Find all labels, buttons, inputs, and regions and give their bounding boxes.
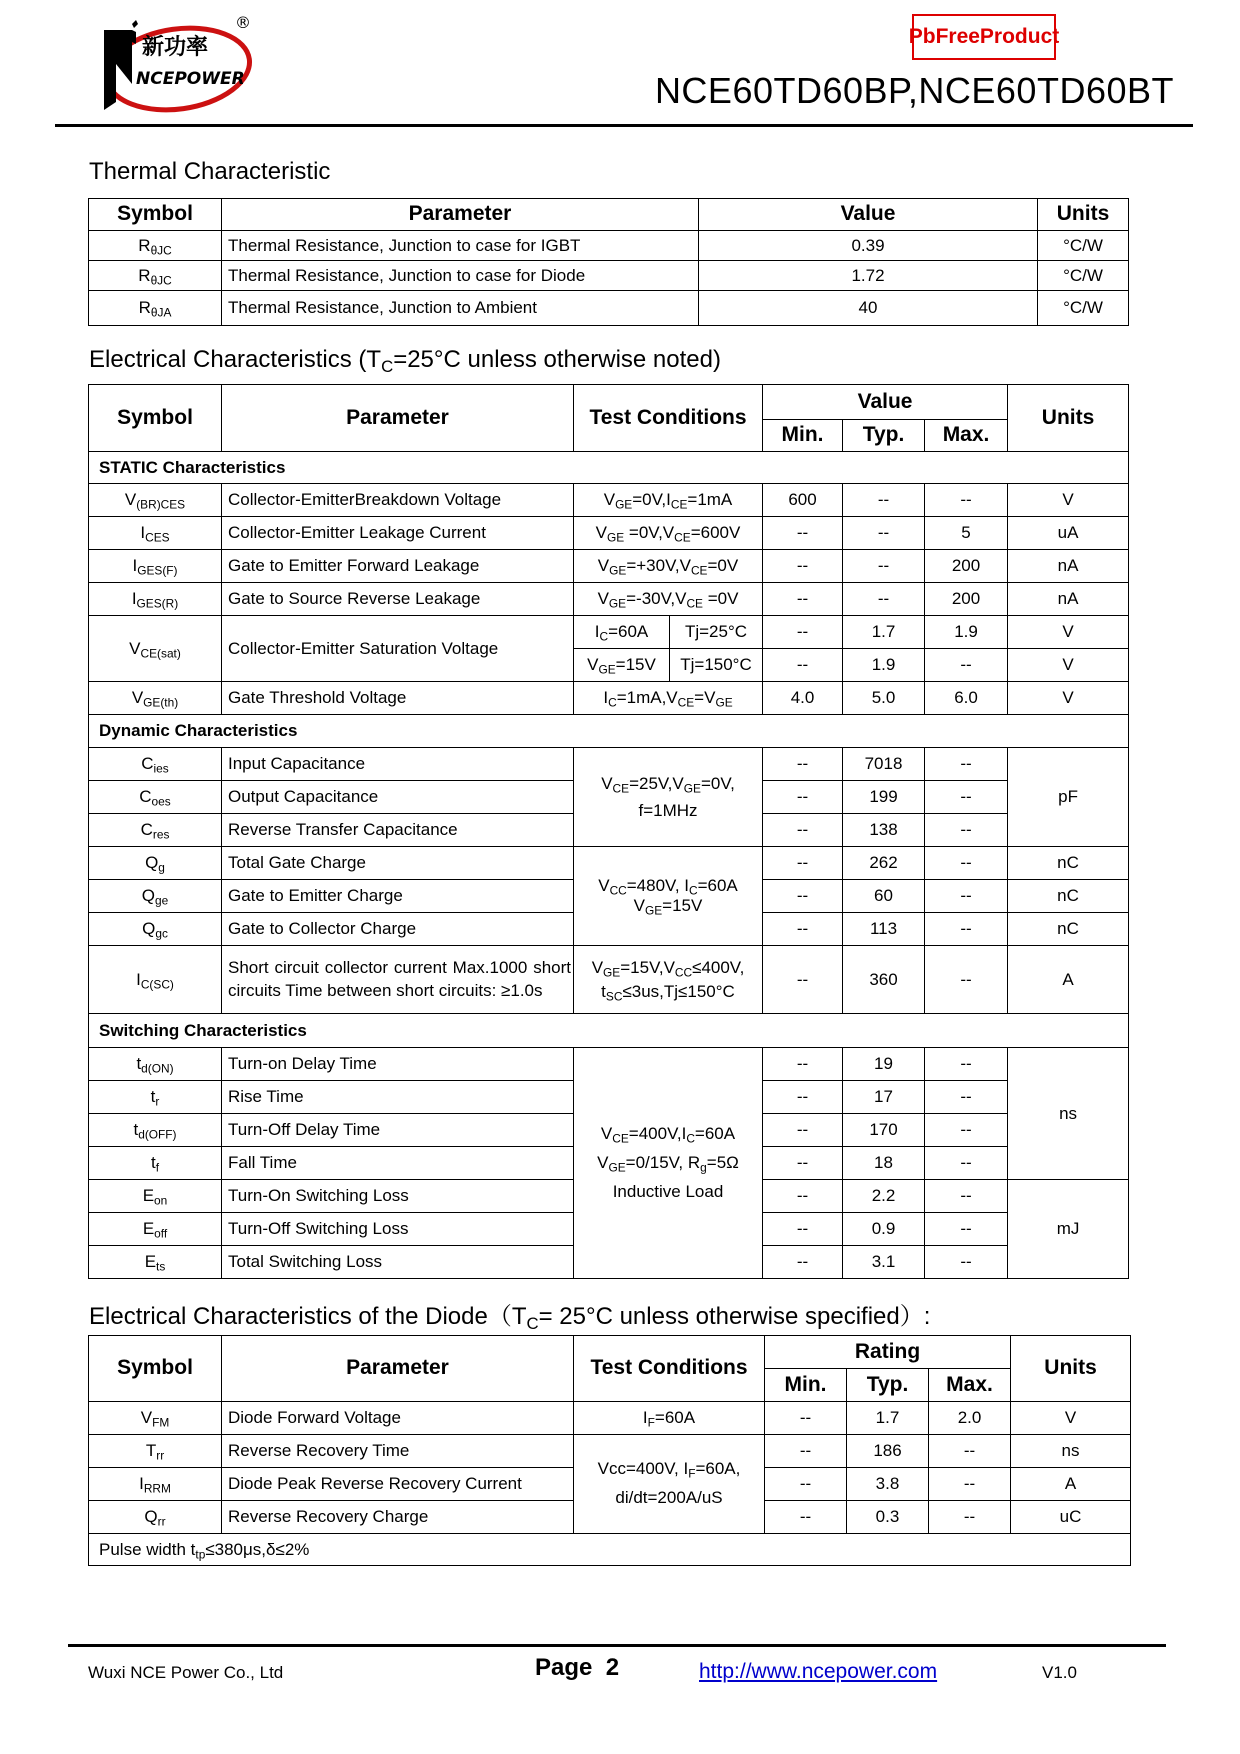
elec-max: 5 <box>925 517 1008 550</box>
elec-row <box>89 583 1129 616</box>
elec-parameter: Reverse Transfer Capacitance <box>222 814 574 847</box>
elec-max: -- <box>925 880 1008 913</box>
elec-min: 600 <box>763 484 843 517</box>
registered-mark: ® <box>235 14 251 32</box>
diode-typ: 186 <box>847 1435 929 1468</box>
elec-min: -- <box>763 1081 843 1114</box>
diode-header-conditions: Test Conditions <box>574 1336 765 1402</box>
footer-page <box>535 1654 619 1682</box>
elec-header-parameter: Parameter <box>222 385 574 452</box>
elec-max: -- <box>925 1081 1008 1114</box>
footer-company: Wuxi NCE Power Co., Ltd <box>88 1663 284 1682</box>
thermal-unit: °C/W <box>1038 291 1129 326</box>
elec-parameter: Turn-on Delay Time <box>222 1048 574 1081</box>
elec-min: -- <box>763 847 843 880</box>
thermal-value: 0.39 <box>699 231 1038 261</box>
elec-condition: Tj=150°C <box>670 649 763 682</box>
elec-typ: 1.7 <box>843 616 925 649</box>
elec-typ: 19 <box>843 1048 925 1081</box>
diode-parameter: Reverse Recovery Charge <box>222 1501 574 1534</box>
diode-symbol: $I_{RRM}$ <box>89 1468 222 1501</box>
diode-max: -- <box>929 1435 1011 1468</box>
diode-note: Pulse width $t_{tp}\le 380\mu s,\delta\le 2\%$ <box>89 1534 1131 1566</box>
elec-parameter: Turn-Off Delay Time <box>222 1114 574 1147</box>
elec-unit: mJ <box>1008 1180 1129 1279</box>
elec-symbol: $t_{d(ON)}$ <box>89 1048 222 1081</box>
elec-condition: $V_{GE}=-30V,V_{CE} =0V$ <box>574 583 763 616</box>
thermal-header-value: Value <box>699 199 1038 231</box>
elec-parameter: Collector-Emitter Saturation Voltage <box>222 616 574 682</box>
diode-max: 2.0 <box>929 1402 1011 1435</box>
elec-min: -- <box>763 1213 843 1246</box>
elec-parameter: Rise Time <box>222 1081 574 1114</box>
thermal-header-units: Units <box>1038 199 1129 231</box>
elec-condition: $V_{GE}=+30V,V_{CE}=0V$ <box>574 550 763 583</box>
elec-unit: nC <box>1008 880 1129 913</box>
elec-min: -- <box>763 880 843 913</box>
elec-max: -- <box>925 649 1008 682</box>
elec-symbol: $t_r$ <box>89 1081 222 1114</box>
diode-section-title: Electrical Characteristics of the $Diode(T_C= 25^\circ C$ unless otherwise specified）: <box>89 1303 931 1334</box>
thermal-table <box>88 198 1129 326</box>
elec-parameter: Gate to Emitter Charge <box>222 880 574 913</box>
elec-typ: -- <box>843 484 925 517</box>
elec-typ: 2.2 <box>843 1180 925 1213</box>
elec-row <box>89 946 1129 1014</box>
elec-typ: 3.1 <box>843 1246 925 1279</box>
diode-condition: $I_F=60A$ <box>574 1402 765 1435</box>
elec-max: -- <box>925 946 1008 1014</box>
elec-unit: V <box>1008 484 1129 517</box>
elec-min: -- <box>763 1246 843 1279</box>
elec-typ: 7018 <box>843 748 925 781</box>
elec-typ: 0.9 <box>843 1213 925 1246</box>
dynamic-section-heading: Dynamic Characteristics <box>89 715 1129 748</box>
elec-header-value: Value <box>763 385 1008 420</box>
thermal-parameter: Thermal Resistance, Junction to case for Diode <box>222 261 699 291</box>
elec-unit: nC <box>1008 847 1129 880</box>
diode-header-max: Max. <box>929 1369 1011 1402</box>
thermal-value: 40 <box>699 291 1038 326</box>
thermal-unit: °C/W <box>1038 231 1129 261</box>
page-number: 2 <box>605 1654 620 1681</box>
elec-parameter: Turn-Off Switching Loss <box>222 1213 574 1246</box>
page-label: Page <box>535 1654 593 1681</box>
elec-min: -- <box>763 1147 843 1180</box>
elec-symbol: $Q_{gc}$ <box>89 913 222 946</box>
elec-symbol: $C_{res}$ <box>89 814 222 847</box>
elec-typ: -- <box>843 583 925 616</box>
elec-row <box>89 748 1129 781</box>
diode-condition: Vcc=400V, $I_F=60A$, di/dt=200A/uS <box>574 1435 765 1534</box>
elec-unit: nA <box>1008 583 1129 616</box>
diode-unit: V <box>1011 1402 1131 1435</box>
elec-unit: uA <box>1008 517 1129 550</box>
elec-min: -- <box>763 583 843 616</box>
elec-row <box>89 517 1129 550</box>
elec-max: -- <box>925 1180 1008 1213</box>
diode-symbol: $T_{rr}$ <box>89 1435 222 1468</box>
diode-symbol: $V_{FM}$ <box>89 1402 222 1435</box>
elec-parameter: Gate to Source Reverse Leakage <box>222 583 574 616</box>
elec-row <box>89 1048 1129 1081</box>
footer-divider <box>68 1644 1166 1647</box>
switching-section-heading: Switching Characteristics <box>89 1014 1129 1048</box>
thermal-header-symbol: Symbol <box>89 199 222 231</box>
elec-unit: nA <box>1008 550 1129 583</box>
elec-parameter: Total Gate Charge <box>222 847 574 880</box>
elec-typ: 60 <box>843 880 925 913</box>
elec-parameter: Short circuit collector current Max.1000 short circuits Time between short circuits: ≥1.0s <box>222 946 574 1014</box>
elec-max: -- <box>925 1246 1008 1279</box>
elec-max: 6.0 <box>925 682 1008 715</box>
static-section-heading: STATIC Characteristics <box>89 452 1129 484</box>
elec-max: -- <box>925 1048 1008 1081</box>
electrical-table <box>88 384 1129 1279</box>
elec-condition: $V_{CE}=400V,I_C=60A$ $V_{GE}=0/15V$, $R_g=5\Omega$ Inductive Load <box>574 1048 763 1279</box>
elec-typ: 17 <box>843 1081 925 1114</box>
elec-max: -- <box>925 1114 1008 1147</box>
elec-max: 200 <box>925 550 1008 583</box>
elec-max: 200 <box>925 583 1008 616</box>
elec-parameter: Output Capacitance <box>222 781 574 814</box>
elec-unit: A <box>1008 946 1129 1014</box>
ncepower-logo <box>92 14 260 114</box>
thermal-row <box>89 231 1129 261</box>
diode-parameter: Diode Peak Reverse Recovery Current <box>222 1468 574 1501</box>
diode-table <box>88 1335 1131 1566</box>
elec-min: -- <box>763 1114 843 1147</box>
elec-parameter: Fall Time <box>222 1147 574 1180</box>
elec-symbol: $C_{ies}$ <box>89 748 222 781</box>
pb-free-badge: PbFreeProduct <box>912 14 1056 60</box>
diode-header-min: Min. <box>765 1369 847 1402</box>
elec-row <box>89 550 1129 583</box>
elec-parameter: Turn-On Switching Loss <box>222 1180 574 1213</box>
elec-max: -- <box>925 748 1008 781</box>
electrical-section-title: Electrical Characteristics ($T_C=25^\circ C$ unless otherwise noted) <box>89 346 721 377</box>
part-numbers: NCE60TD60BP,NCE60TD60BT <box>654 70 1174 111</box>
diode-row <box>89 1402 1131 1435</box>
thermal-symbol: $R_{\theta JC}$ <box>89 231 222 261</box>
elec-parameter: Gate to Collector Charge <box>222 913 574 946</box>
elec-min: -- <box>763 748 843 781</box>
diode-header-rating: Rating <box>765 1336 1011 1369</box>
elec-row <box>89 682 1129 715</box>
elec-min: -- <box>763 946 843 1014</box>
elec-typ: 113 <box>843 913 925 946</box>
thermal-section-title: Thermal Characteristic <box>89 158 331 185</box>
diode-header-parameter: Parameter <box>222 1336 574 1402</box>
diode-typ: 0.3 <box>847 1501 929 1534</box>
diode-header-symbol: Symbol <box>89 1336 222 1402</box>
elec-min: -- <box>763 1048 843 1081</box>
footer-website-link[interactable]: http://www.ncepower.com <box>699 1660 938 1683</box>
elec-condition: $V_{CE}=25V,V_{GE}=0V$, f=1MHz <box>574 748 763 847</box>
elec-symbol: $I_{GES(R)}$ <box>89 583 222 616</box>
elec-typ: 18 <box>843 1147 925 1180</box>
elec-typ: 138 <box>843 814 925 847</box>
elec-header-conditions: Test Conditions <box>574 385 763 452</box>
elec-max: -- <box>925 781 1008 814</box>
elec-max: -- <box>925 1147 1008 1180</box>
diode-unit: uC <box>1011 1501 1131 1534</box>
elec-min: -- <box>763 781 843 814</box>
thermal-parameter: Thermal Resistance, Junction to Ambient <box>222 291 699 326</box>
thermal-symbol: $R_{\theta JA}$ <box>89 291 222 326</box>
elec-symbol: $E_{ts}$ <box>89 1246 222 1279</box>
elec-max: -- <box>925 484 1008 517</box>
elec-min: -- <box>763 550 843 583</box>
diode-header-units: Units <box>1011 1336 1131 1402</box>
elec-unit: V <box>1008 616 1129 649</box>
elec-typ: 360 <box>843 946 925 1014</box>
elec-condition: $V_{GE} =0V,V_{CE}=600V$ <box>574 517 763 550</box>
header-divider <box>55 124 1193 127</box>
elec-symbol: $V_{GE(th)}$ <box>89 682 222 715</box>
elec-max: -- <box>925 1213 1008 1246</box>
elec-header-typ: Typ. <box>843 420 925 452</box>
elec-row <box>89 616 1129 649</box>
elec-min: -- <box>763 814 843 847</box>
elec-symbol: $I_{GES(F)}$ <box>89 550 222 583</box>
elec-condition: $V_{GE}=15V$ <box>574 649 670 682</box>
elec-condition: $I_C=60A$ <box>574 616 670 649</box>
elec-condition: $V_{GE}=15V,V_{CC}\le 400V$, $t_{SC}\le 3us,Tj\le 150^\circ C$ <box>574 946 763 1014</box>
elec-symbol: $E_{on}$ <box>89 1180 222 1213</box>
elec-min: -- <box>763 1180 843 1213</box>
elec-header-units: Units <box>1008 385 1129 452</box>
thermal-row <box>89 291 1129 326</box>
elec-condition: $V_{GE}=0V,I_{CE}=1mA$ <box>574 484 763 517</box>
diode-min: -- <box>765 1435 847 1468</box>
elec-typ: 199 <box>843 781 925 814</box>
elec-header-max: Max. <box>925 420 1008 452</box>
elec-typ: 1.9 <box>843 649 925 682</box>
footer-version: V1.0 <box>1042 1663 1077 1682</box>
elec-parameter: Gate to Emitter Forward Leakage <box>222 550 574 583</box>
logo-name-text: NCEPOWER <box>136 69 245 89</box>
diode-parameter: Diode Forward Voltage <box>222 1402 574 1435</box>
diode-min: -- <box>765 1468 847 1501</box>
diode-typ: 1.7 <box>847 1402 929 1435</box>
thermal-value: 1.72 <box>699 261 1038 291</box>
elec-typ: 170 <box>843 1114 925 1147</box>
elec-parameter: Gate Threshold Voltage <box>222 682 574 715</box>
thermal-header-parameter: Parameter <box>222 199 699 231</box>
elec-symbol: $t_{d(OFF)}$ <box>89 1114 222 1147</box>
diode-max: -- <box>929 1468 1011 1501</box>
elec-symbol: $I_{C(SC)}$ <box>89 946 222 1014</box>
elec-typ: 262 <box>843 847 925 880</box>
elec-min: -- <box>763 616 843 649</box>
elec-header-symbol: Symbol <box>89 385 222 452</box>
diode-typ: 3.8 <box>847 1468 929 1501</box>
elec-symbol: $t_f$ <box>89 1147 222 1180</box>
elec-parameter: Collector-EmitterBreakdown Voltage <box>222 484 574 517</box>
elec-condition: $V_{CC}=480V$, $I_C=60A$ $V_{GE}=15V$ <box>574 847 763 946</box>
elec-typ: 5.0 <box>843 682 925 715</box>
elec-min: -- <box>763 649 843 682</box>
thermal-symbol: $R_{\theta JC}$ <box>89 261 222 291</box>
elec-condition: Tj=25°C <box>670 616 763 649</box>
diode-header-typ: Typ. <box>847 1369 929 1402</box>
elec-min: -- <box>763 517 843 550</box>
elec-row <box>89 484 1129 517</box>
diode-unit: A <box>1011 1468 1131 1501</box>
thermal-unit: °C/W <box>1038 261 1129 291</box>
elec-row <box>89 847 1129 880</box>
diode-symbol: $Q_{rr}$ <box>89 1501 222 1534</box>
diode-min: -- <box>765 1501 847 1534</box>
elec-max: -- <box>925 814 1008 847</box>
logo-chinese-text: 新功率 <box>142 35 209 60</box>
elec-unit: ns <box>1008 1048 1129 1180</box>
diode-parameter: Reverse Recovery Time <box>222 1435 574 1468</box>
elec-max: -- <box>925 847 1008 880</box>
elec-max: -- <box>925 913 1008 946</box>
elec-max: 1.9 <box>925 616 1008 649</box>
elec-unit: V <box>1008 649 1129 682</box>
elec-header-min: Min. <box>763 420 843 452</box>
elec-typ: -- <box>843 517 925 550</box>
elec-symbol: $Q_{ge}$ <box>89 880 222 913</box>
diode-row <box>89 1435 1131 1468</box>
elec-unit: V <box>1008 682 1129 715</box>
elec-condition: $I_C=1mA,V_{CE}=V_{GE}$ <box>574 682 763 715</box>
elec-parameter: Total Switching Loss <box>222 1246 574 1279</box>
thermal-parameter: Thermal Resistance, Junction to case for IGBT <box>222 231 699 261</box>
diode-unit: ns <box>1011 1435 1131 1468</box>
elec-symbol: $Q_g$ <box>89 847 222 880</box>
elec-unit: nC <box>1008 913 1129 946</box>
elec-parameter: Input Capacitance <box>222 748 574 781</box>
diode-min: -- <box>765 1402 847 1435</box>
elec-typ: -- <box>843 550 925 583</box>
elec-symbol: $I_{CES}$ <box>89 517 222 550</box>
elec-parameter: Collector-Emitter Leakage Current <box>222 517 574 550</box>
elec-min: -- <box>763 913 843 946</box>
thermal-row <box>89 261 1129 291</box>
elec-unit: pF <box>1008 748 1129 847</box>
elec-min: 4.0 <box>763 682 843 715</box>
elec-symbol: $V_{CE(sat)}$ <box>89 616 222 682</box>
elec-symbol: $E_{off}$ <box>89 1213 222 1246</box>
elec-symbol: $C_{oes}$ <box>89 781 222 814</box>
elec-symbol: $V_{(BR)CES}$ <box>89 484 222 517</box>
diode-max: -- <box>929 1501 1011 1534</box>
